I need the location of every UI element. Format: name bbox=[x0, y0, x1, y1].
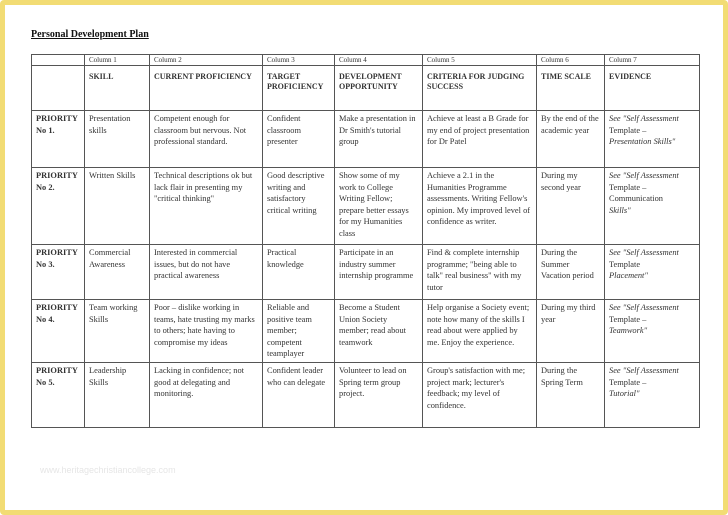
priority-cell: PRIORITY No 3. bbox=[32, 245, 85, 300]
table-row bbox=[32, 111, 700, 168]
development-plan-table bbox=[31, 54, 700, 428]
skill-cell: Leadership Skills bbox=[85, 363, 150, 428]
table-row bbox=[32, 363, 700, 428]
time-scale-cell: During the Summer Vacation period bbox=[537, 245, 605, 300]
corner-cell bbox=[32, 55, 85, 66]
evidence-cell: See "Self Assessment Template – Presentation Skills" bbox=[605, 111, 700, 168]
document-title: Personal Development Plan bbox=[31, 29, 149, 40]
priority-cell: PRIORITY No 5. bbox=[32, 363, 85, 428]
target-proficiency-cell: Practical knowledge bbox=[263, 245, 335, 300]
header-cell: DEVELOPMENT OPPORTUNITY bbox=[335, 66, 423, 111]
header-cell: TIME SCALE bbox=[537, 66, 605, 111]
evidence-cell: See "Self Assessment Template – Tutorial" bbox=[605, 363, 700, 428]
header-cell: CURRENT PROFICIENCY bbox=[150, 66, 263, 111]
priority-cell: PRIORITY No 1. bbox=[32, 111, 85, 168]
header-cell: SKILL bbox=[85, 66, 150, 111]
column-number-cell: Column 3 bbox=[263, 55, 335, 66]
development-opportunity-cell: Become a Student Union Society member; read about teamwork bbox=[335, 300, 423, 363]
time-scale-cell: During the Spring Term bbox=[537, 363, 605, 428]
current-proficiency-cell: Interested in commercial issues, but do not have practical awareness bbox=[150, 245, 263, 300]
column-number-cell: Column 4 bbox=[335, 55, 423, 66]
evidence-cell: See "Self Assessment Template Placement" bbox=[605, 245, 700, 300]
target-proficiency-cell: Confident classroom presenter bbox=[263, 111, 335, 168]
current-proficiency-cell: Technical descriptions ok but lack flair in presenting my "critical thinking" bbox=[150, 168, 263, 245]
current-proficiency-cell: Competent enough for classroom but nervous. Not professional standard. bbox=[150, 111, 263, 168]
development-opportunity-cell: Volunteer to lead on Spring term group project. bbox=[335, 363, 423, 428]
skill-cell: Team working Skills bbox=[85, 300, 150, 363]
time-scale-cell: During my third year bbox=[537, 300, 605, 363]
priority-cell: PRIORITY No 4. bbox=[32, 300, 85, 363]
table-row bbox=[32, 245, 700, 300]
criteria-cell: Find & complete internship programme; "being able to talk" real business" with my tutor bbox=[423, 245, 537, 300]
header-row bbox=[32, 66, 700, 111]
time-scale-cell: By the end of the academic year bbox=[537, 111, 605, 168]
table-row bbox=[32, 168, 700, 245]
development-opportunity-cell: Make a presentation in Dr Smith's tutorial group bbox=[335, 111, 423, 168]
current-proficiency-cell: Lacking in confidence; not good at delegating and monitoring. bbox=[150, 363, 263, 428]
column-number-cell: Column 6 bbox=[537, 55, 605, 66]
table-row bbox=[32, 300, 700, 363]
column-number-row bbox=[32, 55, 700, 66]
column-number-cell: Column 2 bbox=[150, 55, 263, 66]
development-opportunity-cell: Participate in an industry summer internship programme bbox=[335, 245, 423, 300]
target-proficiency-cell: Reliable and positive team member; competent teamplayer bbox=[263, 300, 335, 363]
criteria-cell: Achieve a 2.1 in the Humanities Programme assessments. Writing Fellow's opinion. My improved level of confidence as writer. bbox=[423, 168, 537, 245]
header-cell: TARGET PROFICIENCY bbox=[263, 66, 335, 111]
evidence-cell: See "Self Assessment Template – Communication Skills" bbox=[605, 168, 700, 245]
target-proficiency-cell: Confident leader who can delegate bbox=[263, 363, 335, 428]
column-number-cell: Column 1 bbox=[85, 55, 150, 66]
header-cell: CRITERIA FOR JUDGING SUCCESS bbox=[423, 66, 537, 111]
development-opportunity-cell: Show some of my work to College Writing Fellow; prepare better essays for my Humanities class bbox=[335, 168, 423, 245]
priority-cell: PRIORITY No 2. bbox=[32, 168, 85, 245]
skill-cell: Commercial Awareness bbox=[85, 245, 150, 300]
column-number-cell: Column 7 bbox=[605, 55, 700, 66]
column-number-cell: Column 5 bbox=[423, 55, 537, 66]
header-cell: EVIDENCE bbox=[605, 66, 700, 111]
skill-cell: Presentation skills bbox=[85, 111, 150, 168]
current-proficiency-cell: Poor – dislike working in teams, hate trusting my marks to others; hate having to compromise my ideas bbox=[150, 300, 263, 363]
criteria-cell: Achieve at least a B Grade for my end of project presentation for Dr Patel bbox=[423, 111, 537, 168]
criteria-cell: Help organise a Society event; note how many of the skills I read about were applied by me. Enjoy the experience. bbox=[423, 300, 537, 363]
corner-cell bbox=[32, 66, 85, 111]
watermark-text: www.heritagechristiancollege.com bbox=[40, 465, 176, 475]
skill-cell: Written Skills bbox=[85, 168, 150, 245]
target-proficiency-cell: Good descriptive writing and satisfactory critical writing bbox=[263, 168, 335, 245]
evidence-cell: See "Self Assessment Template – Teamwork" bbox=[605, 300, 700, 363]
time-scale-cell: During my second year bbox=[537, 168, 605, 245]
criteria-cell: Group's satisfaction with me; project mark; lecturer's feedback; my level of confidence. bbox=[423, 363, 537, 428]
